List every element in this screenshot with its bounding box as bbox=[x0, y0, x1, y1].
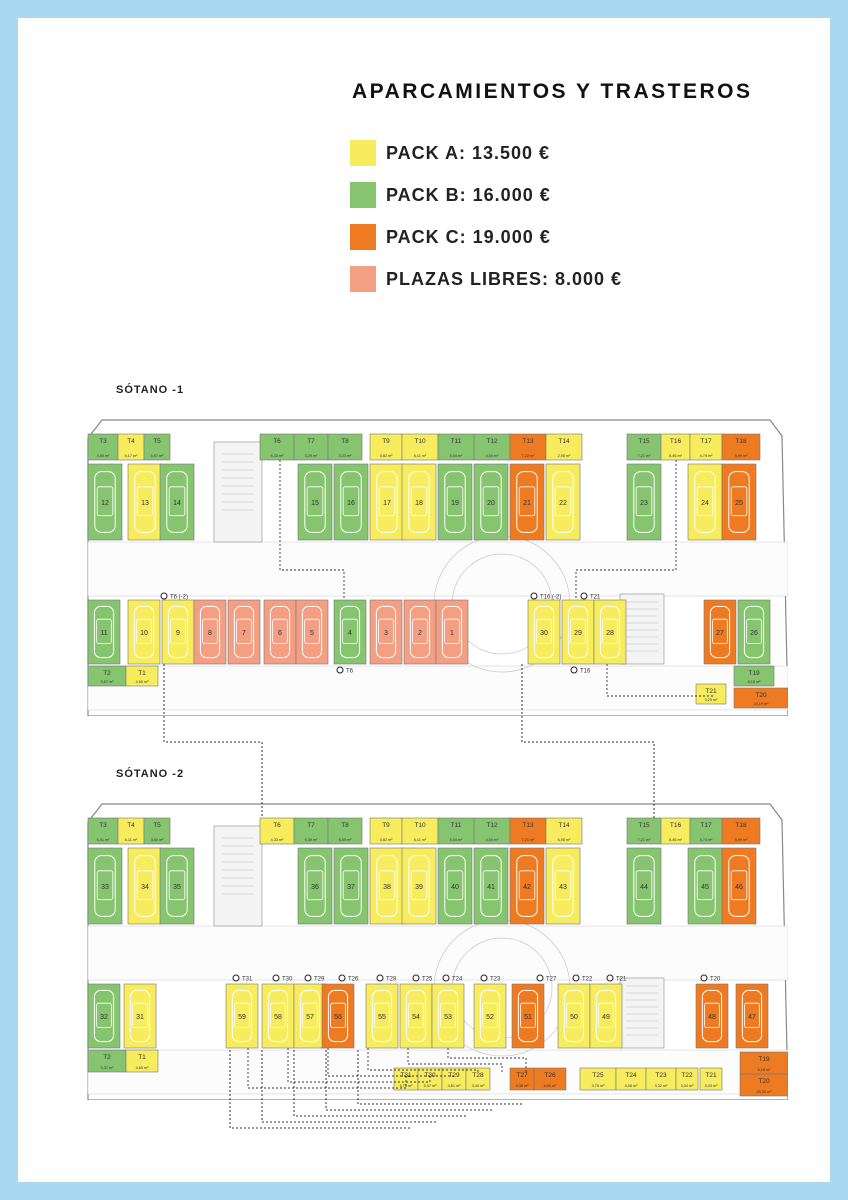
parking-space-5-number: 5 bbox=[310, 630, 314, 637]
parking-space-23-number: 23 bbox=[640, 500, 648, 507]
storage-t13-area: 7,22 m² bbox=[521, 454, 535, 458]
storage-t16-area: 5,46 m² bbox=[669, 454, 682, 458]
marker-t6-label: T6 bbox=[346, 668, 354, 675]
parking-space-47-number: 47 bbox=[748, 1014, 756, 1021]
link-t16-level bbox=[522, 664, 654, 818]
parking-space-2-number: 2 bbox=[418, 630, 422, 637]
marker-t23-label: T23 bbox=[490, 976, 501, 983]
storage-t16-area: 5,46 m² bbox=[669, 838, 682, 842]
storage-t13-area: 7,21 m² bbox=[521, 838, 535, 842]
parking-space-50-number: 50 bbox=[570, 1014, 578, 1021]
marker-t6-2--label: T6 (-2) bbox=[170, 594, 188, 601]
legend-label-plazas-libres: PLAZAS LIBRES: 8.000 € bbox=[386, 268, 623, 289]
parking-space-18-number: 18 bbox=[415, 500, 423, 507]
storage-t30-label: T30 bbox=[424, 1072, 436, 1079]
parking-space-30-number: 30 bbox=[540, 630, 548, 637]
marker-t21-label: T21 bbox=[616, 976, 627, 983]
legend-label-pack-b: PACK B: 16.000 € bbox=[386, 184, 551, 205]
parking-space-52-number: 52 bbox=[486, 1014, 494, 1021]
parking-space-53-number: 53 bbox=[444, 1014, 452, 1021]
parking-space-16-number: 16 bbox=[347, 500, 355, 507]
parking-space-9-number: 9 bbox=[176, 630, 180, 637]
parking-space-12-number: 12 bbox=[101, 500, 109, 507]
parking-space-45-number: 45 bbox=[701, 884, 709, 891]
storage-t29-area: 4,61 m² bbox=[447, 1084, 461, 1088]
parking-space-48-number: 48 bbox=[708, 1014, 716, 1021]
storage-t10-area: 6,11 m² bbox=[413, 454, 427, 458]
storage-t17-label: T17 bbox=[700, 438, 712, 445]
level-connection-lines bbox=[18, 18, 830, 1182]
storage-t5-area: 5,57 m² bbox=[150, 454, 164, 458]
parking-space-4-number: 4 bbox=[348, 630, 352, 637]
parking-space-35-number: 35 bbox=[173, 884, 181, 891]
parking-space-49-number: 49 bbox=[602, 1014, 610, 1021]
page-title: APARCAMIENTOS Y TRASTEROS bbox=[352, 80, 753, 103]
marker-t20-label: T20 bbox=[710, 976, 721, 983]
parking-space-38-number: 38 bbox=[383, 884, 391, 891]
storage-t16-label: T16 bbox=[669, 438, 682, 445]
parking-space-40-number: 40 bbox=[451, 884, 459, 891]
storage-t10-area: 6,11 m² bbox=[413, 838, 427, 842]
parking-space-19-number: 19 bbox=[451, 500, 459, 507]
storage-t27-label: T27 bbox=[516, 1072, 528, 1079]
marker-t25-label: T25 bbox=[422, 976, 433, 983]
storage-t12-label: T12 bbox=[486, 822, 498, 829]
parking-space-20-number: 20 bbox=[487, 500, 495, 507]
storage-t9-label: T9 bbox=[382, 822, 390, 829]
storage-t31-area: 5,75 m² bbox=[399, 1084, 413, 1088]
marker-t30-label: T30 bbox=[282, 976, 293, 983]
storage-t6-label: T6 bbox=[273, 822, 281, 829]
storage-t12-area: 4,00 m² bbox=[485, 454, 499, 458]
storage-t4-label: T4 bbox=[127, 438, 135, 445]
storage-t25-area: 3,75 m² bbox=[591, 1084, 605, 1088]
storage-t2-area: 5,37 m² bbox=[100, 1066, 114, 1070]
parking-space-15-number: 15 bbox=[311, 500, 319, 507]
storage-t1-label: T1 bbox=[138, 1054, 146, 1061]
parking-space-37-number: 37 bbox=[347, 884, 355, 891]
storage-t3-area: 6,41 m² bbox=[96, 838, 110, 842]
parking-space-55-number: 55 bbox=[378, 1014, 386, 1021]
parking-space-42-number: 42 bbox=[523, 884, 531, 891]
storage-t21-area: 3,03 m² bbox=[704, 1084, 718, 1088]
parking-space-56-number: 56 bbox=[334, 1014, 342, 1021]
parking-space-21-number: 21 bbox=[523, 500, 531, 507]
storage-t26-label: T26 bbox=[544, 1072, 556, 1079]
storage-t19-label: T19 bbox=[758, 1056, 770, 1063]
storage-t8-label: T8 bbox=[341, 822, 349, 829]
storage-t2-label: T2 bbox=[103, 670, 111, 677]
storage-t15-area: 7,21 m² bbox=[637, 454, 651, 458]
parking-space-11-number: 11 bbox=[100, 630, 108, 637]
storage-t10-label: T10 bbox=[414, 822, 426, 829]
storage-t18-area: 6,99 m² bbox=[734, 454, 748, 458]
parking-space-22-number: 22 bbox=[559, 500, 567, 507]
storage-t5-area: 3,60 m² bbox=[150, 838, 164, 842]
storage-t23-label: T23 bbox=[655, 1072, 667, 1079]
storage-t16-label: T16 bbox=[669, 822, 682, 829]
parking-space-33-number: 33 bbox=[101, 884, 109, 891]
storage-t3-label: T3 bbox=[99, 438, 107, 445]
storage-t20-area: 24,19 m² bbox=[753, 702, 769, 706]
marker-t26-label: T26 bbox=[348, 976, 359, 983]
storage-t8-label: T8 bbox=[341, 438, 349, 445]
storage-t11-label: T11 bbox=[450, 438, 462, 445]
parking-space-32-number: 32 bbox=[100, 1014, 108, 1021]
storage-t14-label: T14 bbox=[558, 438, 570, 445]
parking-space-51-number: 51 bbox=[524, 1014, 532, 1021]
storage-t13-label: T13 bbox=[522, 822, 534, 829]
storage-t24-area: 4,06 m² bbox=[624, 1084, 638, 1088]
storage-t10-label: T10 bbox=[414, 438, 426, 445]
storage-t9-area: 3,82 m² bbox=[379, 454, 393, 458]
link-storage-bottom-4 bbox=[358, 1050, 522, 1104]
parking-space-6-number: 6 bbox=[278, 630, 282, 637]
storage-t21-label: T21 bbox=[705, 1072, 717, 1079]
storage-t9-area: 3,82 m² bbox=[379, 838, 393, 842]
parking-space-59-number: 59 bbox=[238, 1014, 246, 1021]
marker-t27-label: T27 bbox=[546, 976, 557, 983]
parking-space-39-number: 39 bbox=[415, 884, 423, 891]
storage-t17-label: T17 bbox=[700, 822, 712, 829]
storage-t6-area: 6,33 m² bbox=[270, 454, 284, 458]
storage-t22-area: 3,04 m² bbox=[680, 1084, 694, 1088]
marker-t31-label: T31 bbox=[242, 976, 253, 983]
storage-t1-label: T1 bbox=[138, 670, 146, 677]
marker-t21-label: T21 bbox=[590, 594, 601, 601]
storage-t7-area: 3,29 m² bbox=[304, 454, 318, 458]
storage-t24-label: T24 bbox=[625, 1072, 637, 1079]
link-storage-bottom-3 bbox=[326, 1050, 494, 1110]
parking-space-27-number: 27 bbox=[716, 630, 724, 637]
parking-space-14-number: 14 bbox=[173, 500, 181, 507]
storage-t18-area: 6,99 m² bbox=[734, 838, 748, 842]
storage-t6-area: 4,33 m² bbox=[270, 838, 284, 842]
legend-label-pack-c: PACK C: 19.000 € bbox=[386, 226, 551, 247]
storage-t12-label: T12 bbox=[486, 438, 498, 445]
parking-space-43-number: 43 bbox=[559, 884, 567, 891]
parking-space-29-number: 29 bbox=[574, 630, 582, 637]
storage-t28-area: 3,40 m² bbox=[471, 1084, 485, 1088]
storage-t3-area: 4,65 m² bbox=[96, 454, 110, 458]
parking-space-28-number: 28 bbox=[606, 630, 614, 637]
parking-space-8-number: 8 bbox=[208, 630, 212, 637]
parking-space-26-number: 26 bbox=[750, 630, 758, 637]
storage-t28-label: T28 bbox=[472, 1072, 484, 1079]
legend-label-pack-a: PACK A: 13.500 € bbox=[386, 142, 551, 163]
link-storage-bottom-2 bbox=[294, 1050, 466, 1116]
storage-t20-label: T20 bbox=[755, 692, 767, 699]
storage-t4-label: T4 bbox=[127, 822, 135, 829]
parking-space-24-number: 24 bbox=[701, 500, 709, 507]
parking-space-57-number: 57 bbox=[306, 1014, 314, 1021]
storage-t31-label: T31 bbox=[400, 1072, 412, 1079]
storage-t5-label: T5 bbox=[153, 822, 161, 829]
storage-t11-area: 5,54 m² bbox=[449, 838, 463, 842]
storage-t23-area: 3,32 m² bbox=[654, 1084, 668, 1088]
storage-t18-label: T18 bbox=[735, 438, 747, 445]
storage-t12-area: 4,00 m² bbox=[485, 838, 499, 842]
marker-t28-label: T28 bbox=[386, 976, 397, 983]
parking-space-3-number: 3 bbox=[384, 630, 388, 637]
storage-t15-area: 7,21 m² bbox=[637, 838, 651, 842]
storage-t7-area: 6,39 m² bbox=[304, 838, 318, 842]
storage-t6-label: T6 bbox=[273, 438, 281, 445]
parking-space-10-number: 10 bbox=[140, 630, 148, 637]
storage-t17-area: 4,74 m² bbox=[699, 454, 713, 458]
plan-sheet bbox=[18, 18, 830, 1182]
storage-t21-area: 3,25 m² bbox=[704, 698, 718, 702]
storage-t15-label: T15 bbox=[638, 822, 650, 829]
parking-space-46-number: 46 bbox=[735, 884, 743, 891]
link-storage-bottom-1 bbox=[262, 1050, 438, 1122]
storage-t25-label: T25 bbox=[592, 1072, 604, 1079]
parking-space-54-number: 54 bbox=[412, 1014, 420, 1021]
storage-t8-area: 6,55 m² bbox=[338, 838, 352, 842]
storage-t18-label: T18 bbox=[735, 822, 747, 829]
link-t6-level bbox=[164, 664, 262, 818]
parking-space-7-number: 7 bbox=[242, 630, 246, 637]
storage-t1-area: 4,65 m² bbox=[135, 680, 149, 684]
storage-t8-area: 3,23 m² bbox=[338, 454, 352, 458]
marker-t16-label: T16 bbox=[580, 668, 591, 675]
parking-space-1-number: 1 bbox=[450, 630, 454, 637]
parking-space-34-number: 34 bbox=[141, 884, 149, 891]
storage-t19-area: 6,18 m² bbox=[747, 680, 761, 684]
storage-t11-area: 5,54 m² bbox=[449, 454, 463, 458]
marker-t22-label: T22 bbox=[582, 976, 593, 983]
storage-t17-area: 4,74 m² bbox=[699, 838, 713, 842]
storage-t30-area: 5,37 m² bbox=[423, 1084, 437, 1088]
storage-t5-label: T5 bbox=[153, 438, 161, 445]
storage-t1-area: 4,65 m² bbox=[135, 1066, 149, 1070]
storage-t2-label: T2 bbox=[103, 1054, 111, 1061]
storage-t14-label: T14 bbox=[558, 822, 570, 829]
storage-t21-label: T21 bbox=[705, 688, 717, 695]
storage-t19-label: T19 bbox=[748, 670, 760, 677]
storage-t20-label: T20 bbox=[758, 1078, 770, 1085]
storage-t9-label: T9 bbox=[382, 438, 390, 445]
marker-t24-label: T24 bbox=[452, 976, 463, 983]
storage-t3-label: T3 bbox=[99, 822, 107, 829]
storage-t26-area: 6,95 m² bbox=[543, 1084, 557, 1088]
storage-t14-area: 6,95 m² bbox=[557, 838, 571, 842]
level-title-sotano-2: SÓTANO -2 bbox=[116, 768, 185, 780]
storage-t11-label: T11 bbox=[450, 822, 462, 829]
parking-space-17-number: 17 bbox=[383, 500, 391, 507]
storage-t14-area: 2,95 m² bbox=[557, 454, 571, 458]
marker-t16-2--label: T16 (-2) bbox=[540, 594, 562, 601]
storage-t27-area: 4,38 m² bbox=[515, 1084, 529, 1088]
parking-space-41-number: 41 bbox=[487, 884, 495, 891]
parking-space-44-number: 44 bbox=[640, 884, 648, 891]
parking-space-36-number: 36 bbox=[311, 884, 319, 891]
parking-space-58-number: 58 bbox=[274, 1014, 282, 1021]
storage-t7-label: T7 bbox=[307, 822, 315, 829]
parking-space-25-number: 25 bbox=[735, 500, 743, 507]
marker-t29-label: T29 bbox=[314, 976, 325, 983]
storage-t19-area: 6,18 m² bbox=[757, 1068, 771, 1072]
level-title-sotano-1: SÓTANO -1 bbox=[116, 384, 185, 396]
storage-t4-area: 5,17 m² bbox=[124, 454, 138, 458]
parking-space-31-number: 31 bbox=[136, 1014, 144, 1021]
storage-t15-label: T15 bbox=[638, 438, 650, 445]
storage-t20-area: 25,30 m² bbox=[756, 1090, 772, 1094]
storage-t13-label: T13 bbox=[522, 438, 534, 445]
storage-t7-label: T7 bbox=[307, 438, 315, 445]
storage-t29-label: T29 bbox=[448, 1072, 460, 1079]
parking-space-13-number: 13 bbox=[141, 500, 149, 507]
storage-t4-area: 6,11 m² bbox=[124, 838, 138, 842]
storage-t2-area: 5,67 m² bbox=[100, 680, 114, 684]
storage-t22-label: T22 bbox=[681, 1072, 693, 1079]
